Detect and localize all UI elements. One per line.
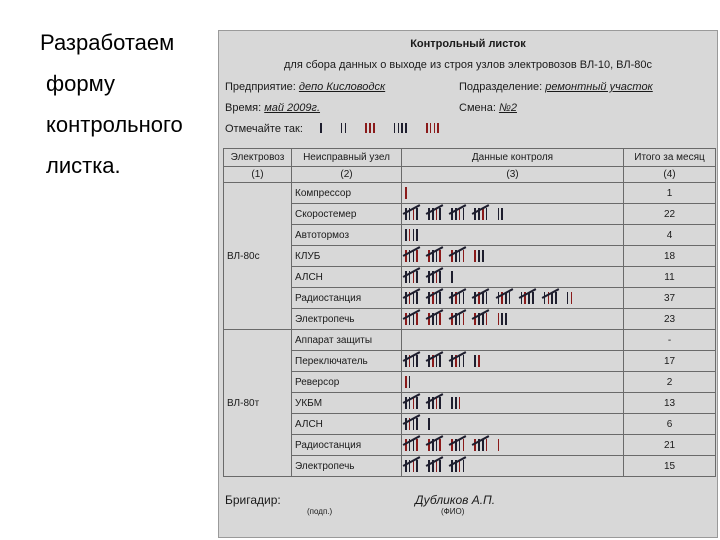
table-header-row	[224, 149, 716, 167]
mark-legend-label: Отмечайте так:	[225, 123, 303, 135]
tally-five-mark	[405, 208, 420, 220]
tally-five-mark	[474, 313, 489, 325]
tally-five-mark	[405, 397, 420, 409]
unit-cell: АЛСН	[292, 267, 402, 288]
enterprise-value: депо Кисловодск	[298, 81, 386, 93]
tally-mark-group	[567, 292, 575, 304]
total-cell: 22	[624, 204, 716, 225]
mark-legend	[225, 123, 441, 135]
tally-five-mark	[451, 292, 466, 304]
shift-label: Смена:	[459, 102, 496, 114]
total-cell: 37	[624, 288, 716, 309]
time-label: Время:	[225, 102, 262, 114]
enterprise-field	[225, 81, 385, 93]
tally-cell	[402, 225, 624, 246]
tally-five-mark	[428, 208, 443, 220]
unit-cell: Переключатель	[292, 351, 402, 372]
tally-sample-1	[320, 123, 324, 135]
time-value: май 2009г.	[264, 102, 321, 114]
table-row	[224, 309, 716, 330]
col-number-2: (2)	[292, 167, 402, 183]
tally-mark-group	[474, 250, 485, 262]
tally-cell	[402, 414, 624, 435]
slide-heading-line-1: Разработаем	[40, 30, 175, 55]
unit-cell: Компрессор	[292, 183, 402, 204]
col-number-4: (4)	[624, 167, 716, 183]
foreman-name: Дубликов А.П.	[415, 493, 496, 507]
total-cell: 11	[624, 267, 716, 288]
tally-sample-2	[341, 123, 349, 135]
slide-heading	[40, 22, 220, 186]
tally-five-mark	[451, 460, 466, 472]
shift-field	[459, 102, 517, 114]
tally-mark-group	[428, 418, 432, 430]
tally-five-mark	[428, 250, 443, 262]
signature-note: (подп.)	[307, 507, 333, 516]
division-value: ремонтный участок	[545, 81, 653, 93]
tally-five-mark	[405, 292, 420, 304]
tally-five-mark	[428, 397, 443, 409]
enterprise-label: Предприятие:	[225, 81, 296, 93]
table-row	[224, 288, 716, 309]
tally-five-mark	[451, 250, 466, 262]
tally-five-mark	[451, 355, 466, 367]
slide-heading-line-4: листка.	[46, 153, 121, 178]
tally-cell	[402, 309, 624, 330]
tally-cell	[402, 267, 624, 288]
tally-cell	[402, 393, 624, 414]
unit-cell: Электропечь	[292, 456, 402, 477]
tally-five-mark	[498, 292, 513, 304]
total-cell: 6	[624, 414, 716, 435]
tally-five-mark	[405, 418, 420, 430]
tally-cell	[402, 330, 624, 351]
tally-five-mark	[521, 292, 536, 304]
tally-five-mark	[405, 355, 420, 367]
tally-cell	[402, 204, 624, 225]
tally-five-mark	[428, 439, 443, 451]
tally-cell	[402, 372, 624, 393]
tally-mark-group	[405, 229, 420, 241]
total-cell: 4	[624, 225, 716, 246]
col-header-total: Итого за месяц	[624, 149, 716, 167]
total-cell: 2	[624, 372, 716, 393]
tally-five-mark	[474, 208, 489, 220]
shift-value: №2	[498, 102, 517, 114]
foreman-label: Бригадир:	[225, 493, 281, 507]
table-row	[224, 372, 716, 393]
tally-mark-group	[451, 397, 462, 409]
tally-cell	[402, 351, 624, 372]
tally-five-mark	[428, 355, 443, 367]
table-body	[224, 183, 716, 477]
unit-cell: Радиостанция	[292, 435, 402, 456]
table-row	[224, 351, 716, 372]
tally-mark-group	[498, 208, 506, 220]
table-row	[224, 435, 716, 456]
tally-five-mark	[405, 460, 420, 472]
division-field	[459, 81, 653, 93]
unit-cell: УКБМ	[292, 393, 402, 414]
tally-five-mark	[428, 460, 443, 472]
tally-mark-group	[405, 376, 413, 388]
tally-cell	[402, 456, 624, 477]
unit-cell: Автотормоз	[292, 225, 402, 246]
tally-five-mark	[451, 439, 466, 451]
unit-cell: Аппарат защиты	[292, 330, 402, 351]
total-cell: 15	[624, 456, 716, 477]
time-field	[225, 102, 320, 114]
col-header-data: Данные контроля	[402, 149, 624, 167]
total-cell: 13	[624, 393, 716, 414]
check-sheet	[218, 30, 718, 538]
col-header-loco: Электровоз	[224, 149, 292, 167]
tally-mark-group	[498, 439, 502, 451]
total-cell: 17	[624, 351, 716, 372]
unit-cell: АЛСН	[292, 414, 402, 435]
total-cell: 1	[624, 183, 716, 204]
tally-cell	[402, 288, 624, 309]
tally-mark-group	[498, 313, 509, 325]
tally-mark-group	[451, 271, 455, 283]
sheet-subtitle: для сбора данных о выходе из строя узлов электровозов ВЛ-10, ВЛ-80с	[283, 59, 653, 71]
table-row	[224, 204, 716, 225]
table-row	[224, 414, 716, 435]
tally-five-mark	[474, 292, 489, 304]
table-row	[224, 267, 716, 288]
loco-cell: ВЛ-80т	[224, 330, 292, 477]
tally-cell	[402, 246, 624, 267]
unit-cell: Реверсор	[292, 372, 402, 393]
table-number-row	[224, 167, 716, 183]
tally-five-mark	[428, 271, 443, 283]
unit-cell: Скоростемер	[292, 204, 402, 225]
tally-sample-5	[426, 123, 441, 135]
total-cell: 23	[624, 309, 716, 330]
loco-cell: ВЛ-80с	[224, 183, 292, 330]
tally-mark-group	[405, 187, 409, 199]
tally-sample-3	[365, 123, 376, 135]
col-number-3: (3)	[402, 167, 624, 183]
tally-five-mark	[451, 208, 466, 220]
table-row	[224, 393, 716, 414]
tally-five-mark	[405, 271, 420, 283]
tally-five-mark	[405, 250, 420, 262]
tally-five-mark	[428, 292, 443, 304]
check-table	[223, 148, 716, 477]
total-cell: -	[624, 330, 716, 351]
tally-cell	[402, 435, 624, 456]
slide-heading-line-2: форму	[46, 71, 115, 96]
total-cell: 18	[624, 246, 716, 267]
tally-five-mark	[428, 313, 443, 325]
fio-note: (ФИО)	[441, 507, 465, 516]
tally-cell	[402, 183, 624, 204]
tally-five-mark	[451, 313, 466, 325]
table-row	[224, 183, 716, 204]
table-row	[224, 246, 716, 267]
table-row	[224, 456, 716, 477]
sheet-title: Контрольный листок	[410, 38, 526, 50]
tally-five-mark	[405, 439, 420, 451]
total-cell: 21	[624, 435, 716, 456]
tally-five-mark	[544, 292, 559, 304]
tally-mark-group	[474, 355, 482, 367]
tally-five-mark	[474, 439, 489, 451]
unit-cell: Электропечь	[292, 309, 402, 330]
unit-cell: КЛУБ	[292, 246, 402, 267]
slide-heading-line-3: контрольного	[46, 112, 183, 137]
table-row	[224, 330, 716, 351]
division-label: Подразделение:	[459, 81, 543, 93]
col-number-1: (1)	[224, 167, 292, 183]
table-row	[224, 225, 716, 246]
col-header-unit: Неисправный узел	[292, 149, 402, 167]
tally-five-mark	[405, 313, 420, 325]
tally-sample-4	[394, 123, 409, 135]
unit-cell: Радиостанция	[292, 288, 402, 309]
